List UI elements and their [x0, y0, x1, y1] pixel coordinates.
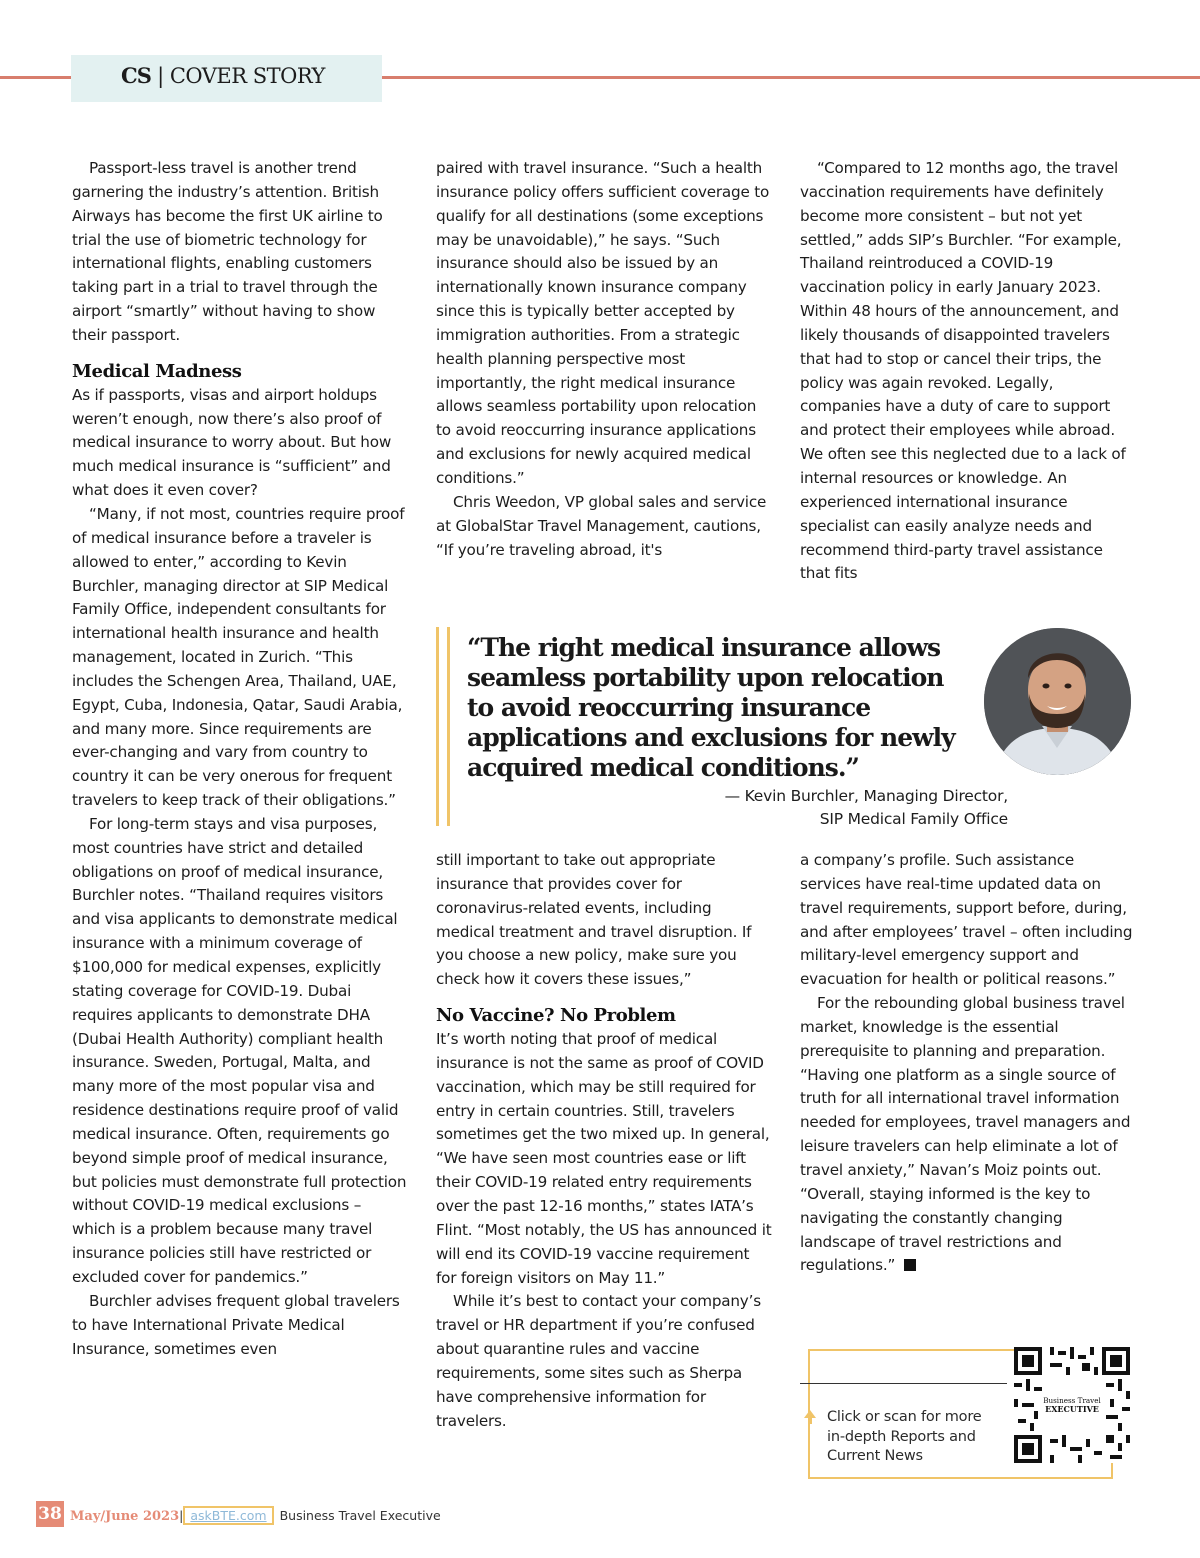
article-column-1 [72, 157, 408, 1361]
footer [70, 1506, 441, 1525]
promo-divider [800, 1383, 1007, 1384]
paragraph-with-end-mark [800, 992, 1136, 1278]
article-column-2-top [436, 157, 772, 562]
qr-brand-line: Business Travel [1043, 1396, 1101, 1405]
subheading-medical-madness: Medical Madness [72, 360, 242, 382]
qr-brand-line: EXECUTIVE [1045, 1403, 1099, 1414]
portrait-illustration [984, 628, 1131, 775]
qr-code-icon[interactable] [1014, 1347, 1130, 1463]
paragraph: “Many, if not most, countries require proof of medical insurance before a traveler is allowed to enter,” according to Kevin Burchler, managing director at SIP Medical Family Office, independent consultants for international health insurance and health management, located in Zurich. “This includes the Schengen Area, Thailand, UAE, Egypt, Cuba, Indonesia, Qatar, Saudi Arabia, and many more. Since requirements are ever-changing and vary from country to country it can be very onerous for frequent travelers to keep track of their obligations.” [72, 504, 405, 810]
paragraph: Burchler advises frequent global travelers to have International Private Medical Insurance, sometimes even [72, 1291, 400, 1358]
footer-separator: | [179, 1508, 184, 1523]
section-separator: | [157, 64, 164, 88]
publication-name: Business Travel Executive [279, 1508, 441, 1523]
paragraph: Passport-less travel is another trend garnering the industry’s attention. British Airways has become the first UK airline to trial the use of biometric technology for international flights, enabling customers taking part in a trial to travel through the airport “smartly” without having to show their passport. [72, 159, 383, 344]
paragraph-text: For the rebounding global business travel market, knowledge is the essential prerequisite to planning and preparation. “Having one platform as a single source of truth for all international travel information needed for employees, travel managers and leisure travelers can help eliminate a lot of travel anxiety,” Navan’s Moiz points out. “Overall, staying informed is the key to navigating the constantly changing landscape of travel restrictions and regulations.” [800, 994, 1131, 1275]
section-name: COVER STORY [169, 64, 325, 88]
pullquote-bar [447, 627, 450, 826]
article-column-3-top [800, 157, 1136, 586]
arrow-up-icon [804, 1410, 816, 1424]
paragraph: “Compared to 12 months ago, the travel vaccination requirements have definitely become more consistent – but not yet settled,” adds SIP’s Burchler. “For example, Thailand reintroduced a COVID-19 vaccination policy in early January 2023. Within 48 hours of the announcement, and likely thousands of disappointed travelers that had to stop or cancel their trips, the policy was again revoked. Legally, companies have a duty of care to support and protect their employees while abroad. We often see this neglected due to a lack of internal resources or knowledge. An experienced international insurance specialist can easily analyze needs and recommend third-party travel assistance that fits [800, 159, 1126, 583]
attribution-line: SIP Medical Family Office [819, 810, 1008, 828]
header-rule-right [382, 76, 1200, 79]
section-tab [71, 55, 382, 102]
paragraph: still important to take out appropriate insurance that provides cover for coronavirus-related events, including medical treatment and travel disruption. If you choose a new policy, make sure you check how it covers these issues,” [436, 851, 752, 989]
paragraph: paired with travel insurance. “Such a health insurance policy offers sufficient coverage to qualify for all destinations (some exceptions may be unavoidable),” he says. “Such insurance should also be issued by an internationally known insurance company since this is typically better accepted by immigration authorities. From a strategic health planning perspective most importantly, the right medical insurance allows seamless portability upon relocation to avoid reoccurring insurance applications and exclusions for newly acquired medical conditions.” [436, 159, 770, 487]
article-column-3-bottom [800, 849, 1136, 1278]
promo-text[interactable]: Click or scan for more in-depth Reports and Current News [827, 1409, 982, 1464]
paragraph: It’s worth noting that proof of medical insurance is not the same as proof of COVID vaccination, which may be still required for entry in certain countries. Still, travelers sometimes get the two mixed up. In general, “We have seen most countries ease or lift their COVID-19 related entry requirements over the past 12-16 months,” states IATA’s Flint. “Most notably, the US has announced it will end its COVID-19 vaccine requirement for foreign visitors on May 11.” [436, 1030, 772, 1287]
pullquote-bar [436, 627, 439, 826]
end-of-article-square-icon [904, 1259, 916, 1271]
subheading-no-vaccine: No Vaccine? No Problem [436, 1005, 676, 1027]
issue-date: May/June 2023 [70, 1509, 180, 1524]
author-portrait [984, 628, 1131, 775]
paragraph: Chris Weedon, VP global sales and service at GlobalStar Travel Management, cautions, “If you’re traveling abroad, it's [436, 492, 767, 559]
paragraph: As if passports, visas and airport holdups weren’t enough, now there’s also proof of medical insurance to worry about. But how much medical insurance is “sufficient” and what does it even cover? [72, 385, 392, 500]
article-column-2-bottom [436, 849, 772, 1433]
page-number: 38 [36, 1501, 64, 1527]
section-abbr: CS [121, 63, 151, 88]
paragraph: While it’s best to contact your company’s travel or HR department if you’re confused about quarantine rules and vaccine requirements, some sites such as Sherpa have comprehensive information for travelers. [436, 1292, 761, 1430]
header-rule-left [0, 76, 72, 79]
pullquote-text: “The right medical insurance allows seamless portability upon relocation to avoid reoccurring insurance applications and exclusions for newly acquired medical conditions.” [467, 633, 955, 782]
attribution-line: — Kevin Burchler, Managing Director, [724, 787, 1008, 805]
askbte-link[interactable]: askBTE.com [183, 1506, 273, 1525]
paragraph: a company’s profile. Such assistance services have real-time updated data on travel requirements, support before, during, and after employees’ travel – often including military-level emergency support and evacuation for health or political reasons.” [800, 851, 1133, 989]
paragraph: For long-term stays and visa purposes, most countries have strict and detailed obligations on proof of medical insurance, Burchler notes. “Thailand requires visitors and visa applicants to demonstrate medical insurance with a minimum coverage of $100,000 for medical expenses, explicitly stating coverage for COVID-19. Dubai requires applicants to demonstrate DHA (Dubai Health Authority) compliant health insurance. Sweden, Portugal, Malta, and many more of the most popular visa and residence destinations require proof of valid medical insurance. Often, requirements go beyond simple proof of medical insurance, but policies must demonstrate full protection without COVID-19 medical exclusions – which is a problem because many travel insurance policies still have restricted or excluded cover for pandemics.” [72, 814, 407, 1286]
pullquote-attribution [600, 785, 1008, 831]
